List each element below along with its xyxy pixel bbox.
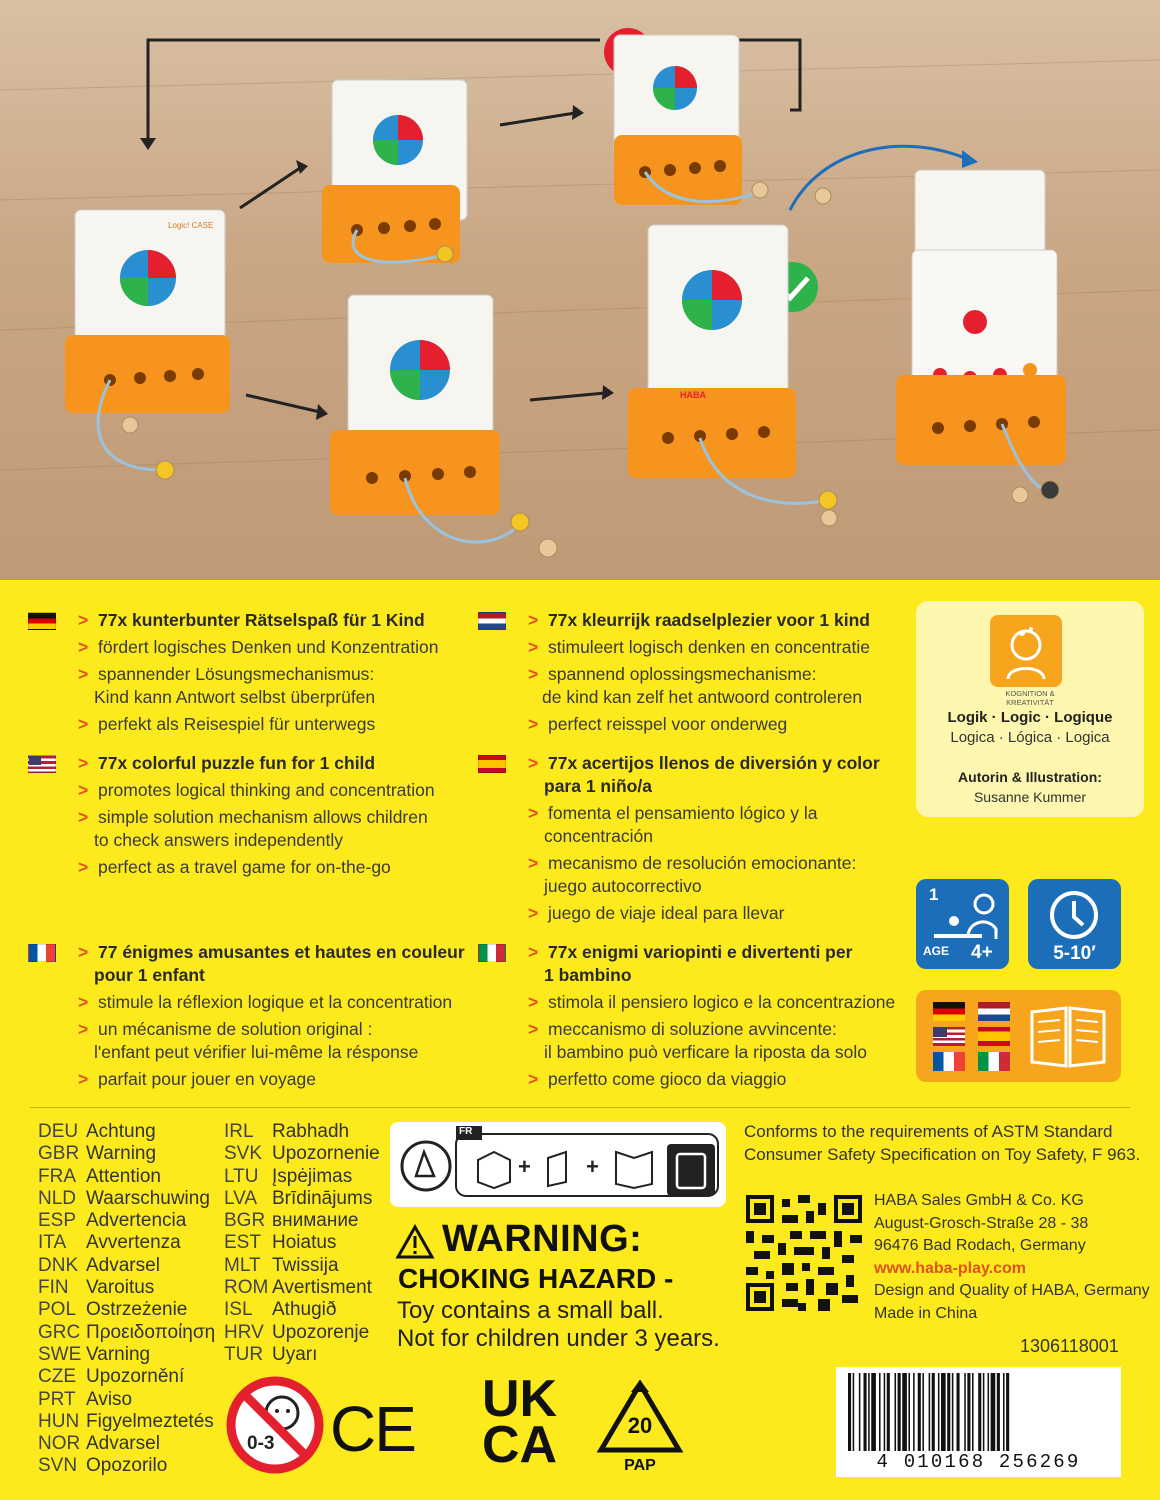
company-address: [874, 1190, 1150, 1325]
cognition-icon: [990, 615, 1062, 687]
company-quality: Design and Quality of HABA, Germany: [874, 1282, 1150, 1299]
ce-mark: CE: [330, 1393, 415, 1465]
warning-word: Twissija: [272, 1254, 339, 1276]
country-code: ESP: [38, 1210, 77, 1232]
conformity-line-1: Conforms to the requirements of ASTM Standard: [744, 1122, 1113, 1141]
ukca-line-2: CA: [482, 1416, 558, 1474]
country-code: PRT: [38, 1388, 76, 1410]
bullet-en-1: > promotes logical thinking and concentration: [78, 779, 478, 802]
warning-word: Athugið: [272, 1299, 337, 1321]
warning-row: [38, 1166, 215, 1188]
barcode-bar: [853, 1373, 855, 1451]
lang-block-de: [78, 609, 478, 736]
bullet-fr-2b: l'enfant peut vérifier lui-même la résponse: [94, 1042, 419, 1062]
bullet-nl-1: > stimuleert logisch denken en concentratie: [528, 636, 918, 659]
conformity-statement: [744, 1121, 1140, 1166]
barcode-bar: [884, 1373, 886, 1451]
barcode-bar: [922, 1373, 924, 1451]
info-box: [916, 601, 1144, 817]
bullet-de-2: > spannender Lösungsmechanismus:: [78, 663, 478, 686]
warning-row: [224, 1232, 380, 1254]
play-time: 5-10′: [1053, 943, 1096, 964]
warning-word: Aviso: [86, 1388, 133, 1410]
age-value: 4+: [971, 942, 993, 963]
warning-word: Advarsel: [86, 1433, 160, 1455]
recycle-country: FR: [459, 1126, 473, 1137]
barcode-bar: [898, 1373, 901, 1451]
card-stand-2: [322, 80, 467, 263]
warning-word: Hoiatus: [272, 1232, 337, 1254]
haba-mark: HABA: [680, 390, 706, 400]
headline-es-2: para 1 niño/a: [544, 776, 652, 796]
flag-it-small-icon: [978, 1052, 1010, 1071]
barcode-bar: [868, 1373, 870, 1451]
company-street: August-Grosch-Straße 28 - 38: [874, 1214, 1089, 1232]
card-stand-3: [614, 35, 742, 205]
bullet-it-2: > meccanismo di soluzione avvincente:: [528, 1018, 913, 1041]
country-code: HUN: [38, 1410, 80, 1432]
conformity-line-2: Consumer Safety Specification on Toy Safety, F 963.: [744, 1144, 1141, 1164]
warning-word: Rabhadh: [272, 1121, 350, 1142]
warning-word: Uyarı: [272, 1343, 318, 1365]
warning-row: [38, 1143, 215, 1165]
barcode-bar: [972, 1373, 974, 1451]
barcode-bar: [964, 1373, 966, 1451]
headline-fr-2: pour 1 enfant: [94, 965, 205, 985]
barcode-bar: [864, 1373, 867, 1451]
warning-triangle-icon: [395, 1224, 435, 1260]
company-name: HABA Sales GmbH & Co. KG: [874, 1192, 1084, 1209]
headline-de: > 77x kunterbunter Rätselspaß für 1 Kind: [78, 609, 478, 632]
warning-word: внимание: [272, 1210, 359, 1232]
age-badge: [916, 879, 1009, 969]
country-code: FRA: [38, 1165, 76, 1187]
barcode-bar: [929, 1373, 931, 1451]
warning-word: Waarschuwing: [86, 1187, 210, 1209]
flow-arrows: [148, 40, 970, 412]
warning-row: [38, 1277, 215, 1299]
country-code: HRV: [224, 1321, 264, 1343]
warning-row: [224, 1210, 380, 1232]
pap-label: PAP: [624, 1457, 656, 1474]
ukca-line-1: UK: [482, 1370, 558, 1428]
article-number: 1306118001: [1020, 1336, 1119, 1356]
warning-row: [224, 1299, 380, 1321]
warning-row: [38, 1255, 215, 1277]
bullet-en-2b: to check answers independently: [94, 830, 344, 850]
headline-fr: > 77 énigmes amusantes et hautes en couleur: [78, 941, 488, 964]
logic-line-2: Logica · Lógica · Logica: [950, 729, 1110, 746]
flag-nl-icon: [478, 612, 506, 630]
bullet-de-2b: Kind kann Antwort selbst überprüfen: [94, 687, 376, 707]
barcode-bar: [997, 1373, 1000, 1451]
barcode-bar: [1003, 1373, 1005, 1451]
warning-word: Opozorilo: [86, 1455, 168, 1477]
country-code: ISL: [224, 1299, 253, 1321]
warning-row: [38, 1322, 215, 1344]
headline-en: > 77x colorful puzzle fun for 1 child: [78, 752, 478, 775]
warning-word: Advertencia: [86, 1210, 187, 1232]
barcode-bar: [952, 1373, 954, 1451]
lang-block-fr: [78, 941, 488, 1091]
barcode-bar: [1006, 1373, 1009, 1451]
warning-row: [224, 1277, 380, 1299]
bullet-nl-2: > spannend oplossingsmechanisme:: [528, 663, 918, 686]
bullet-nl-3: > perfect reisspel voor onderweg: [528, 713, 918, 736]
manual-languages-box: [916, 990, 1121, 1082]
bullet-it-2b: il bambino può verficare la riposta da solo: [544, 1042, 867, 1062]
company-city: 96476 Bad Rodach, Germany: [874, 1237, 1086, 1254]
barcode-number: 4 010168 256269: [876, 1451, 1081, 1473]
country-code: DNK: [38, 1254, 79, 1276]
warning-word: Varoitus: [86, 1277, 155, 1299]
bullet-en-2: > simple solution mechanism allows children: [78, 806, 478, 829]
bullet-es-2: > mecanismo de resolución emocionante:: [528, 852, 918, 875]
age-restriction-icon: [225, 1375, 325, 1475]
barcode-bar: [947, 1373, 950, 1451]
author-label: Autorin & Illustration:: [958, 769, 1102, 785]
svg-text:+: +: [518, 1154, 531, 1179]
headline-it: > 77x enigmi variopinti e divertenti per: [528, 941, 913, 964]
age-label: AGE: [923, 944, 950, 958]
manual-book-icon: [1028, 1002, 1108, 1072]
country-code: SVN: [38, 1455, 78, 1477]
flag-fr-small-icon: [933, 1052, 965, 1071]
company-web-link[interactable]: www.haba-play.com: [874, 1259, 1027, 1277]
time-badge: [1028, 879, 1121, 969]
made-in: Made in China: [874, 1304, 978, 1322]
warning-word: Įspėjimas: [272, 1165, 353, 1187]
warning-row: [224, 1166, 380, 1188]
barcode-bar: [871, 1373, 876, 1451]
choking-text-1: Toy contains a small ball.: [397, 1297, 664, 1324]
flag-it-icon: [478, 944, 506, 962]
bullet-es-3: > juego de viaje ideal para llevar: [528, 902, 918, 925]
warning-translations-left: [38, 1121, 215, 1478]
barcode-bar: [991, 1373, 996, 1451]
choking-text-2: Not for children under 3 years.: [397, 1325, 720, 1352]
bullet-fr-2: > un mécanisme de solution original :: [78, 1018, 488, 1041]
barcode-bar: [978, 1373, 981, 1451]
country-code: ROM: [224, 1277, 269, 1299]
pap-recycling-icon: [595, 1380, 685, 1475]
barcode-bar: [902, 1373, 907, 1451]
product-photo: [0, 0, 1160, 580]
pap-number: 20: [627, 1413, 653, 1438]
triman-recycling-icons: [390, 1122, 726, 1207]
bullet-es-2b: juego autocorrectivo: [544, 876, 702, 896]
country-code: LTU: [224, 1165, 259, 1187]
photo-scene: [0, 0, 1160, 580]
barcode-bar: [918, 1373, 921, 1451]
svg-text:+: +: [586, 1154, 599, 1179]
warning-word: Warning: [86, 1143, 157, 1165]
barcode-bars: [836, 1367, 1121, 1455]
country-code: SWE: [38, 1343, 82, 1365]
country-code: BGR: [224, 1210, 266, 1232]
players-count: 1: [929, 885, 939, 904]
warning-word: Upozornění: [86, 1366, 185, 1388]
bullet-en-3: > perfect as a travel game for on-the-go: [78, 856, 478, 879]
barcode-bar: [988, 1373, 990, 1451]
headline-es: > 77x acertijos llenos de diversión y color: [528, 752, 918, 775]
lang-block-es: [528, 752, 918, 925]
warning-word: Advarsel: [86, 1254, 160, 1276]
flag-us-icon: [28, 755, 56, 773]
flag-nl-small-icon: [978, 1002, 1010, 1021]
country-code: GRC: [38, 1321, 81, 1343]
warning-row: [38, 1121, 215, 1143]
warning-word: Avertisment: [272, 1277, 372, 1299]
barcode-bar: [913, 1373, 915, 1451]
barcode: [836, 1367, 1121, 1477]
bullet-es-1: > fomenta el pensamiento lógico y la: [528, 802, 918, 825]
card-stand-6: [896, 170, 1066, 465]
warning-word: Upozorenje: [272, 1321, 370, 1343]
bullet-nl-2b: de kind kan zelf het antwoord controleren: [542, 687, 863, 707]
flag-fr-icon: [28, 944, 56, 962]
bullet-de-1: > fördert logisches Denken und Konzentration: [78, 636, 478, 659]
warning-word: Achtung: [86, 1121, 156, 1142]
category-caption: KOGNITION & KREATIVITÄT: [1005, 689, 1055, 707]
barcode-bar: [879, 1373, 881, 1451]
country-code: EST: [224, 1232, 261, 1254]
lang-block-en: [78, 752, 478, 879]
warning-word: Brīdinājums: [272, 1187, 373, 1209]
bullet-it-1: > stimola il pensiero logico e la concentrazione: [528, 991, 913, 1014]
age-restriction-text: 0-3: [247, 1433, 275, 1454]
country-code: GBR: [38, 1143, 80, 1165]
bullet-es-1b: concentración: [544, 826, 653, 846]
warning-row: [38, 1210, 215, 1232]
warning-word: Προειδοποίηση: [86, 1321, 216, 1343]
country-code: ITA: [38, 1232, 67, 1254]
warning-word: Attention: [86, 1165, 161, 1187]
warning-row: [224, 1121, 380, 1143]
barcode-bar: [957, 1373, 960, 1451]
choking-hazard-title: CHOKING HAZARD -: [398, 1263, 674, 1294]
barcode-bar: [938, 1373, 940, 1451]
logic-line-1: Logik · Logic · Logique: [947, 709, 1113, 726]
recycling-strip: [390, 1122, 726, 1207]
card-stand-1: [65, 210, 230, 413]
barcode-bar: [941, 1373, 946, 1451]
warning-translations-right: [224, 1121, 380, 1366]
country-code: FIN: [38, 1277, 69, 1299]
warning-row: [38, 1411, 215, 1433]
warning-word: Avvertenza: [86, 1232, 181, 1254]
barcode-bar: [848, 1373, 851, 1451]
flag-es-small-icon: [978, 1027, 1010, 1046]
warning-word: Figyelmeztetés: [86, 1410, 214, 1432]
country-code: DEU: [38, 1121, 79, 1142]
card-stand-4: [330, 295, 500, 515]
warning-row: [224, 1188, 380, 1210]
warning-word: Ostrzeżenie: [86, 1299, 188, 1321]
warning-word: Upozornenie: [272, 1143, 380, 1165]
warning-row: [38, 1299, 215, 1321]
flag-de-icon: [28, 612, 56, 630]
barcode-bar: [932, 1373, 935, 1451]
warning-word: Varning: [86, 1343, 151, 1365]
country-code: NLD: [38, 1187, 77, 1209]
country-code: CZE: [38, 1366, 76, 1388]
barcode-bar: [859, 1373, 861, 1451]
author-name: Susanne Kummer: [973, 789, 1087, 805]
barcode-bar: [983, 1373, 985, 1451]
card-brand-label: Logic! CASE: [168, 221, 214, 230]
ukca-mark: [482, 1370, 572, 1474]
warning-title: WARNING:: [442, 1218, 643, 1260]
barcode-bar: [895, 1373, 897, 1451]
flag-us-small-icon: [933, 1027, 965, 1046]
country-code: TUR: [224, 1343, 264, 1365]
country-code: POL: [38, 1299, 77, 1321]
warning-row: [224, 1143, 380, 1165]
lang-block-nl: [528, 609, 918, 736]
warning-row: [224, 1255, 380, 1277]
warning-row: [38, 1455, 215, 1477]
qr-code[interactable]: [746, 1195, 862, 1311]
warning-row: [38, 1433, 215, 1455]
warning-row: [224, 1322, 380, 1344]
barcode-bar: [908, 1373, 910, 1451]
headline-nl: > 77x kleurrijk raadselplezier voor 1 kind: [528, 609, 918, 632]
flag-es-icon: [478, 755, 506, 773]
headline-it-2: 1 bambino: [544, 965, 632, 985]
warning-row: [38, 1389, 215, 1411]
section-divider: [30, 1107, 1130, 1108]
warning-row: [38, 1188, 215, 1210]
warning-row: [224, 1344, 380, 1366]
barcode-bar: [887, 1373, 890, 1451]
lang-block-it: [528, 941, 913, 1091]
bullet-fr-1: > stimule la réflexion logique et la concentration: [78, 991, 488, 1014]
bullet-de-3: > perfekt als Reisespiel für unterwegs: [78, 713, 478, 736]
warning-row: [38, 1366, 215, 1388]
bullet-it-3: > perfetto come gioco da viaggio: [528, 1068, 913, 1091]
bullet-fr-3: > parfait pour jouer en voyage: [78, 1068, 488, 1091]
warning-row: [38, 1344, 215, 1366]
country-code: SVK: [224, 1143, 263, 1165]
warning-row: [38, 1232, 215, 1254]
flag-de-small-icon: [933, 1002, 965, 1021]
card-stand-5: [628, 225, 796, 478]
barcode-bar: [967, 1373, 970, 1451]
country-code: LVA: [224, 1187, 258, 1209]
country-code: NOR: [38, 1433, 81, 1455]
country-code: IRL: [224, 1121, 254, 1142]
country-code: MLT: [224, 1254, 261, 1276]
